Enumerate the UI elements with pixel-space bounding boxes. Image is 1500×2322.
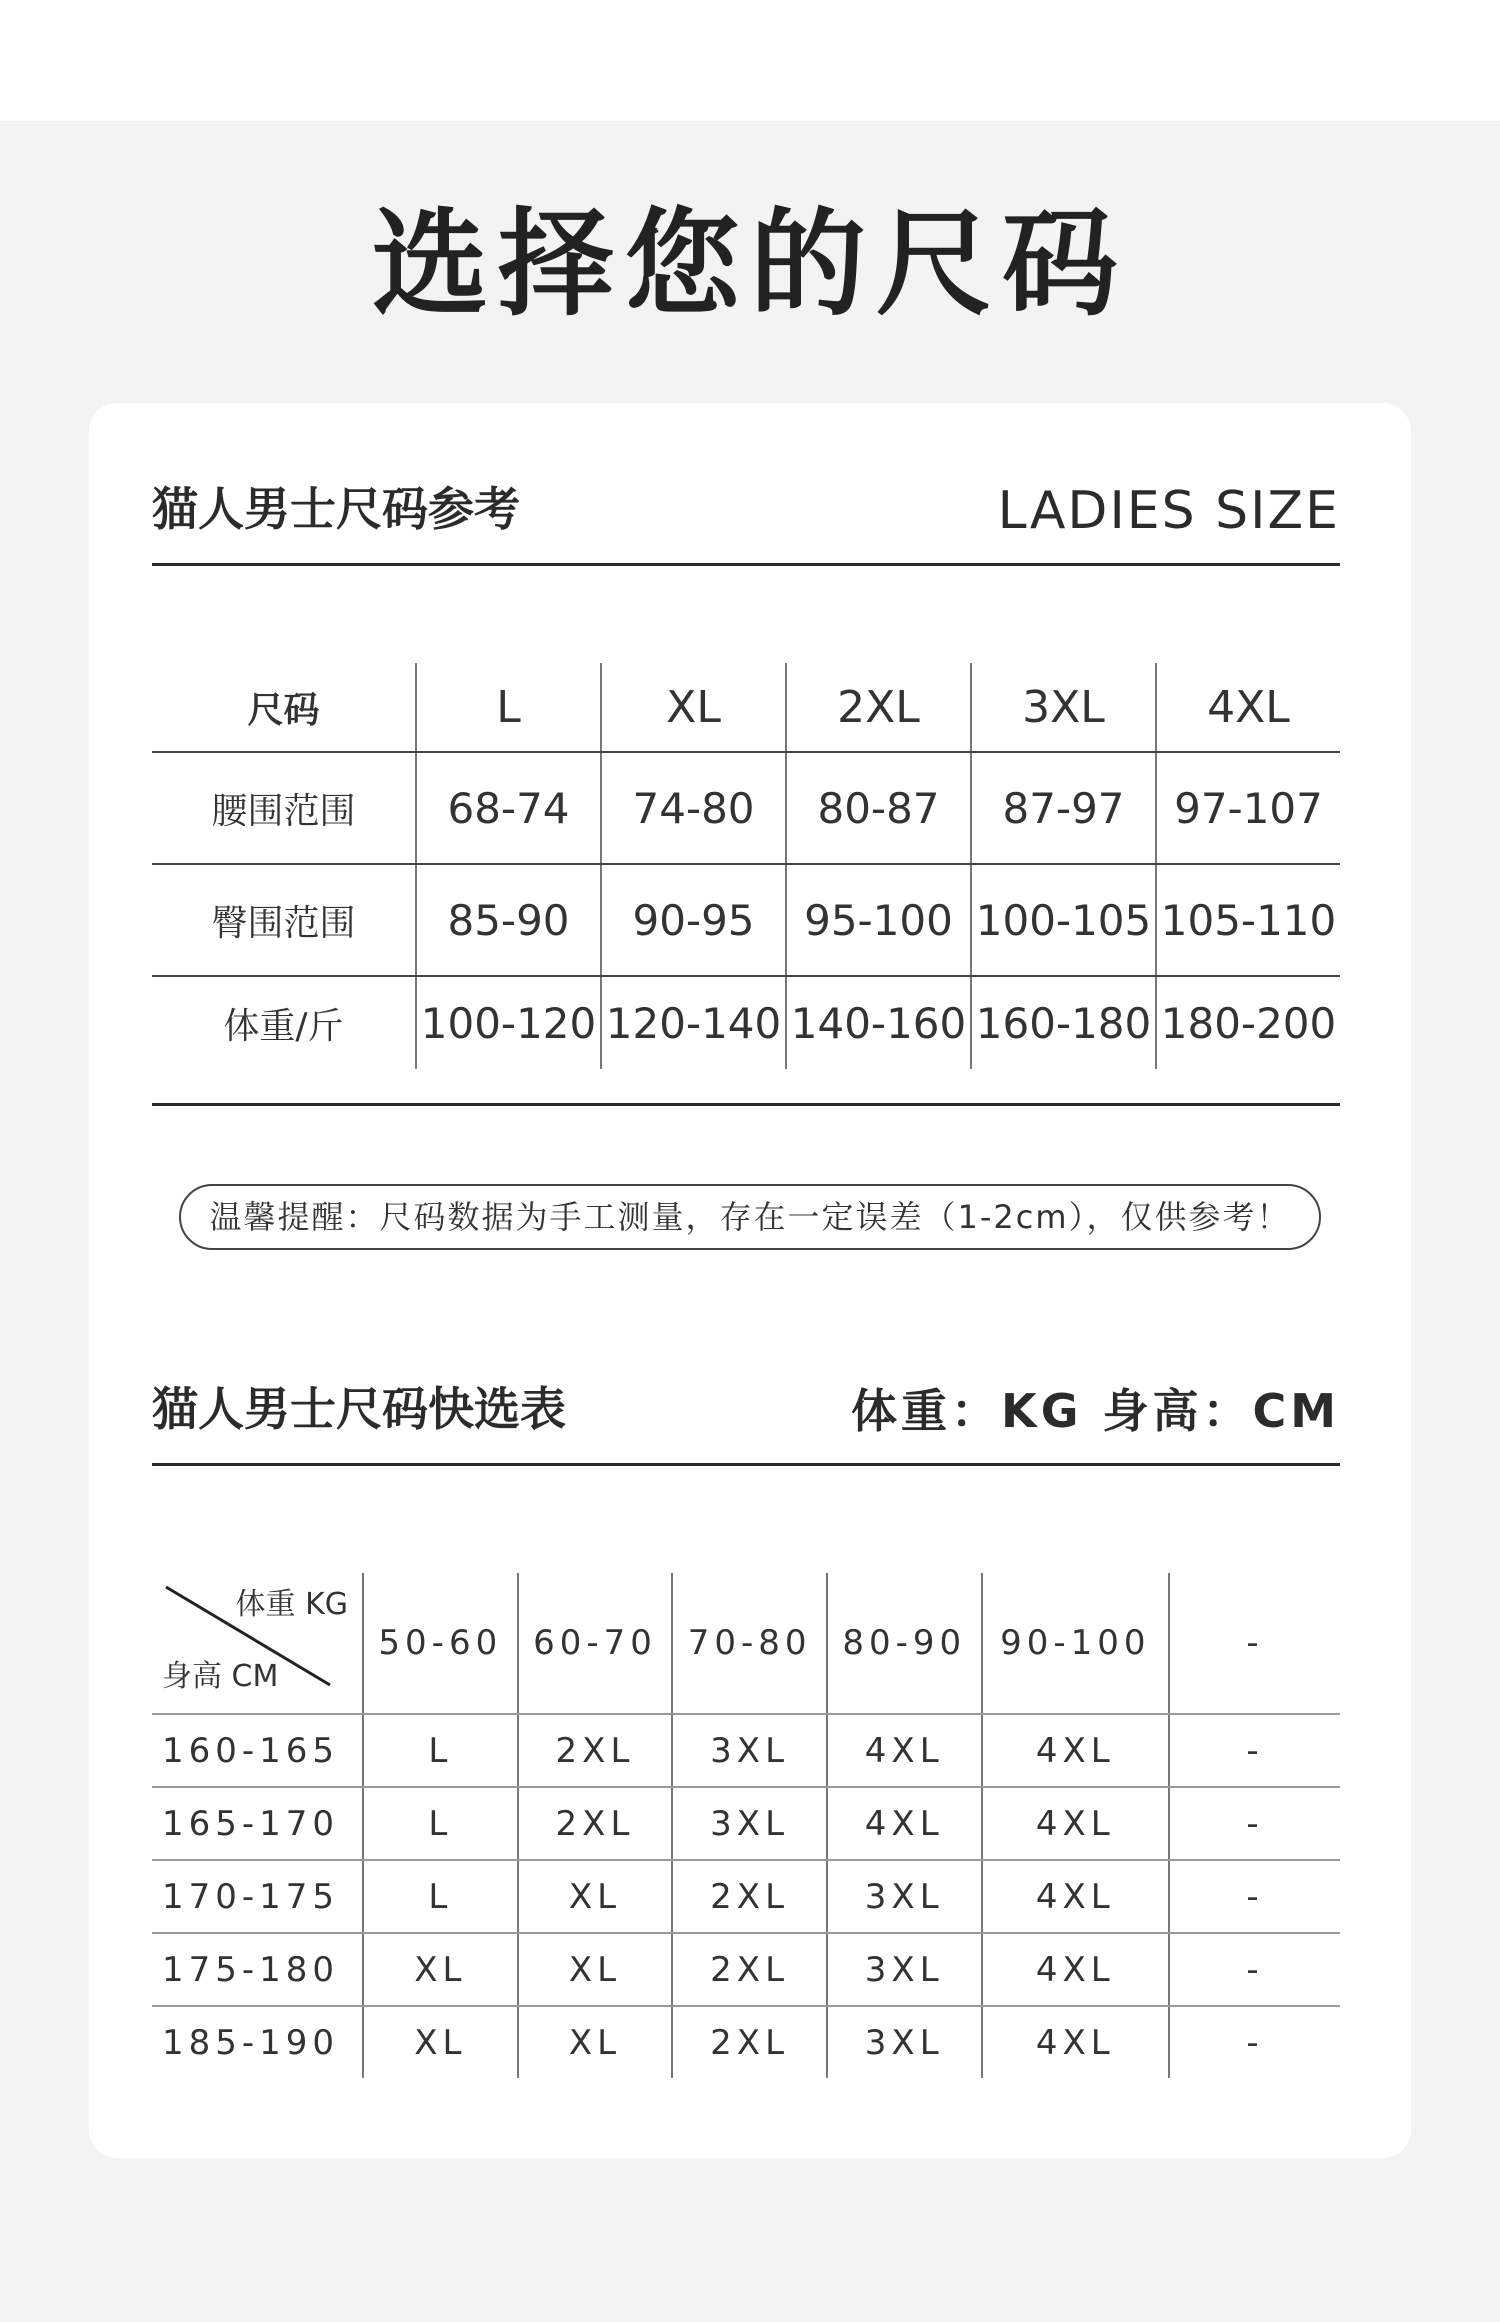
row-label: 体重/斤: [223, 1005, 344, 1047]
table-cell: 80-87: [786, 752, 971, 864]
table-cell: 120-140: [601, 976, 786, 1069]
weight-col-header: 70-80: [672, 1573, 827, 1714]
size-cell: -: [1169, 1860, 1340, 1933]
table-cell: 90-95: [601, 864, 786, 976]
size-cell: 3XL: [672, 1787, 827, 1860]
table-cell: 68-74: [416, 752, 601, 864]
table-row: [152, 1933, 1340, 2006]
table-header-cell: 2XL: [786, 663, 971, 752]
corner-height-label: 身高 CM: [162, 1659, 279, 1694]
size-cell: L: [363, 1860, 518, 1933]
row-label: 臀围范围: [152, 864, 416, 976]
size-reference-table: [152, 663, 1340, 1069]
size-cell: 2XL: [672, 1933, 827, 2006]
size-reference-heading-en: LADIES SIZE: [997, 481, 1340, 541]
size-cell: XL: [518, 1860, 673, 1933]
size-cell: 3XL: [827, 1933, 982, 2006]
table-row: [152, 1860, 1340, 1933]
height-label: 170-175: [152, 1860, 363, 1933]
quick-select-header: [152, 1363, 1340, 1466]
table-row: [152, 1714, 1340, 1787]
size-cell: 4XL: [827, 1714, 982, 1787]
size-cell: 3XL: [827, 1860, 982, 1933]
size-cell: L: [363, 1787, 518, 1860]
table-cell: 100-120: [416, 976, 601, 1069]
corner-weight-label: 体重 KG: [235, 1587, 348, 1622]
table-header-cell: XL: [601, 663, 786, 752]
size-reference-heading: 猫人男士尺码参考: [152, 482, 520, 536]
weight-header-row: [152, 1573, 1340, 1714]
height-label: 185-190: [162, 2022, 340, 2063]
table-cell: 97-107: [1156, 752, 1340, 864]
height-label: 160-165: [152, 1714, 363, 1787]
size-cell: XL: [363, 2006, 518, 2078]
table-cell: 85-90: [416, 864, 601, 976]
table-cell: 160-180: [971, 976, 1156, 1069]
table-cell: 105-110: [1156, 864, 1340, 976]
weight-col-header: 60-70: [518, 1573, 673, 1714]
size-cell: -: [1169, 1787, 1340, 1860]
size-cell: 3XL: [672, 1714, 827, 1787]
weight-col-header: 80-90: [827, 1573, 982, 1714]
size-cell: 2XL: [672, 1860, 827, 1933]
size-cell: 3XL: [827, 2006, 982, 2078]
units-label: 体重：KG 身高：CM: [851, 1384, 1340, 1438]
size-cell: 4XL: [827, 1787, 982, 1860]
size-cell: 4XL: [982, 1714, 1169, 1787]
size-cell: 4XL: [982, 2006, 1169, 2078]
size-cell: 4XL: [982, 1787, 1169, 1860]
size-reference-header: [152, 463, 1340, 566]
size-cell: L: [363, 1714, 518, 1787]
weight-col-header: -: [1169, 1573, 1340, 1714]
weight-col-header: 90-100: [982, 1573, 1169, 1714]
size-cell: 2XL: [672, 2006, 827, 2078]
table-cell: 87-97: [971, 752, 1156, 864]
size-cell: 2XL: [518, 1714, 673, 1787]
size-cell: -: [1169, 2006, 1340, 2078]
page-title: 选择您的尺码: [372, 197, 1128, 332]
size-cell: XL: [363, 1933, 518, 2006]
table-row: [152, 752, 1340, 864]
table-cell: 95-100: [786, 864, 971, 976]
size-cell: XL: [518, 1933, 673, 2006]
quick-select-table: [152, 1573, 1340, 2078]
size-header-row: [152, 663, 1340, 752]
height-label: 175-180: [152, 1933, 363, 2006]
table-header-cell: 尺码: [152, 663, 416, 752]
table-bottom-divider: [152, 1103, 1340, 1106]
size-cell: 4XL: [982, 1933, 1169, 2006]
height-label: 165-170: [152, 1787, 363, 1860]
quick-select-heading: 猫人男士尺码快选表: [152, 1382, 566, 1436]
table-header-cell: 4XL: [1156, 663, 1340, 752]
table-header-cell: 3XL: [971, 663, 1156, 752]
table-cell: 100-105: [971, 864, 1156, 976]
table-row: [152, 864, 1340, 976]
size-cell: 4XL: [982, 1860, 1169, 1933]
size-cell: XL: [518, 2006, 673, 2078]
size-card: [89, 403, 1411, 2158]
table-cell: 140-160: [786, 976, 971, 1069]
table-row: [152, 976, 1340, 1069]
table-row: [152, 1787, 1340, 1860]
reminder-note: 温馨提醒：尺码数据为手工测量，存在一定误差（1-2cm），仅供参考！: [179, 1184, 1321, 1250]
row-label: 腰围范围: [152, 752, 416, 864]
table-header-cell: L: [416, 663, 601, 752]
weight-col-header: 50-60: [363, 1573, 518, 1714]
table-row: [152, 2006, 1340, 2078]
corner-cell: [152, 1573, 363, 1714]
table-cell: 180-200: [1156, 976, 1340, 1069]
size-cell: -: [1169, 1714, 1340, 1787]
size-cell: 2XL: [518, 1787, 673, 1860]
table-cell: 74-80: [601, 752, 786, 864]
size-cell: -: [1169, 1933, 1340, 2006]
